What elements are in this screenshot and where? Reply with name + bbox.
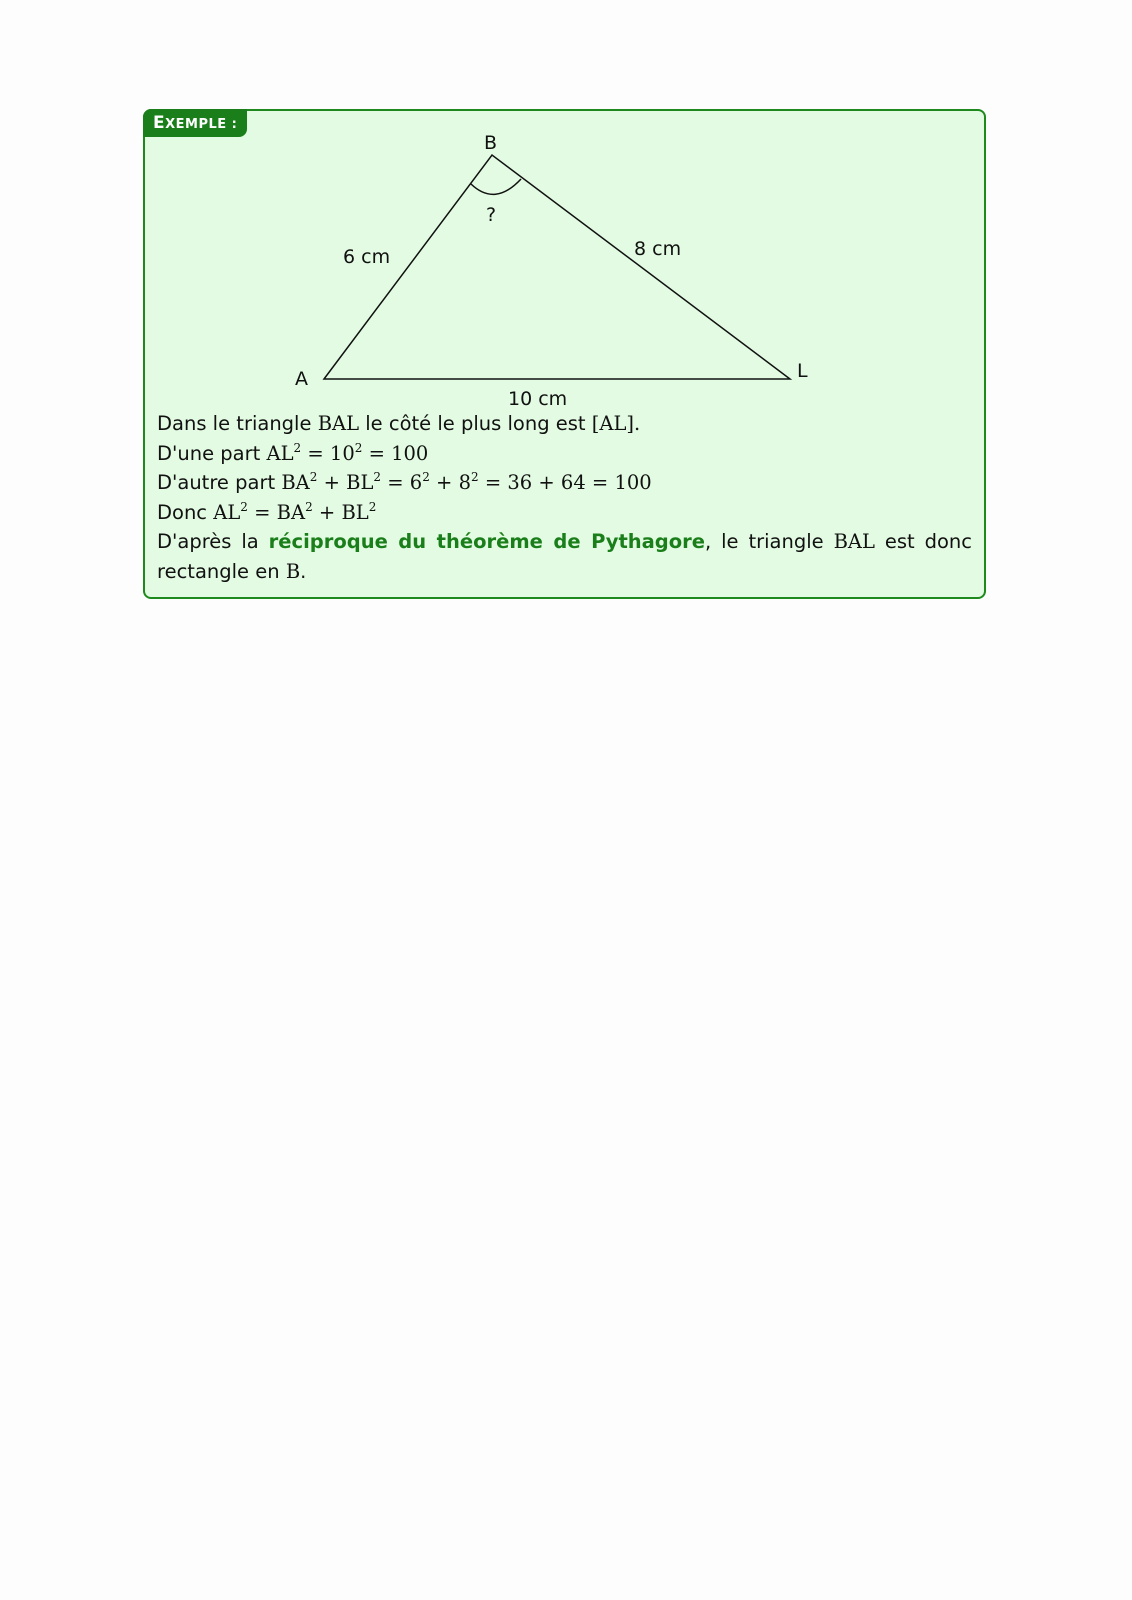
side-ab-label: 6 cm (343, 246, 391, 268)
tag-first-letter: E (153, 113, 166, 133)
tag-rest: XEMPLE : (165, 117, 238, 132)
triangle-figure (145, 111, 988, 411)
line-conclusion: D'après la réciproque du théorème de Pythagore, le triangle BAL est donc rectangle en B. (157, 530, 973, 583)
example-box (143, 109, 986, 599)
line-second-part: D'autre part $BA^2 + BL^2 = 6^2 + 8^2 = 36 + 64 = 100$ (157, 470, 652, 494)
triangle-bal (324, 155, 790, 379)
line-longest-side: Dans le triangle BAL le côté le plus long est [AL]. (157, 412, 641, 435)
theorem-name: réciproque du théorème de Pythagore (268, 530, 706, 553)
line-therefore: Donc $AL^2 = BA^2 + BL^2$ (157, 499, 377, 524)
side-al-label: 10 cm (508, 388, 568, 410)
example-explanation (157, 409, 972, 586)
side-bl-label: 8 cm (634, 238, 682, 260)
vertex-b-label: B (484, 132, 498, 154)
angle-arc-b (471, 179, 521, 194)
line-first-part: D'une part $AL^2 = 10^2 = 100$ (157, 440, 429, 465)
vertex-a-label: A (295, 368, 308, 390)
angle-unknown-label: ? (486, 204, 497, 226)
vertex-l-label: L (797, 360, 808, 382)
